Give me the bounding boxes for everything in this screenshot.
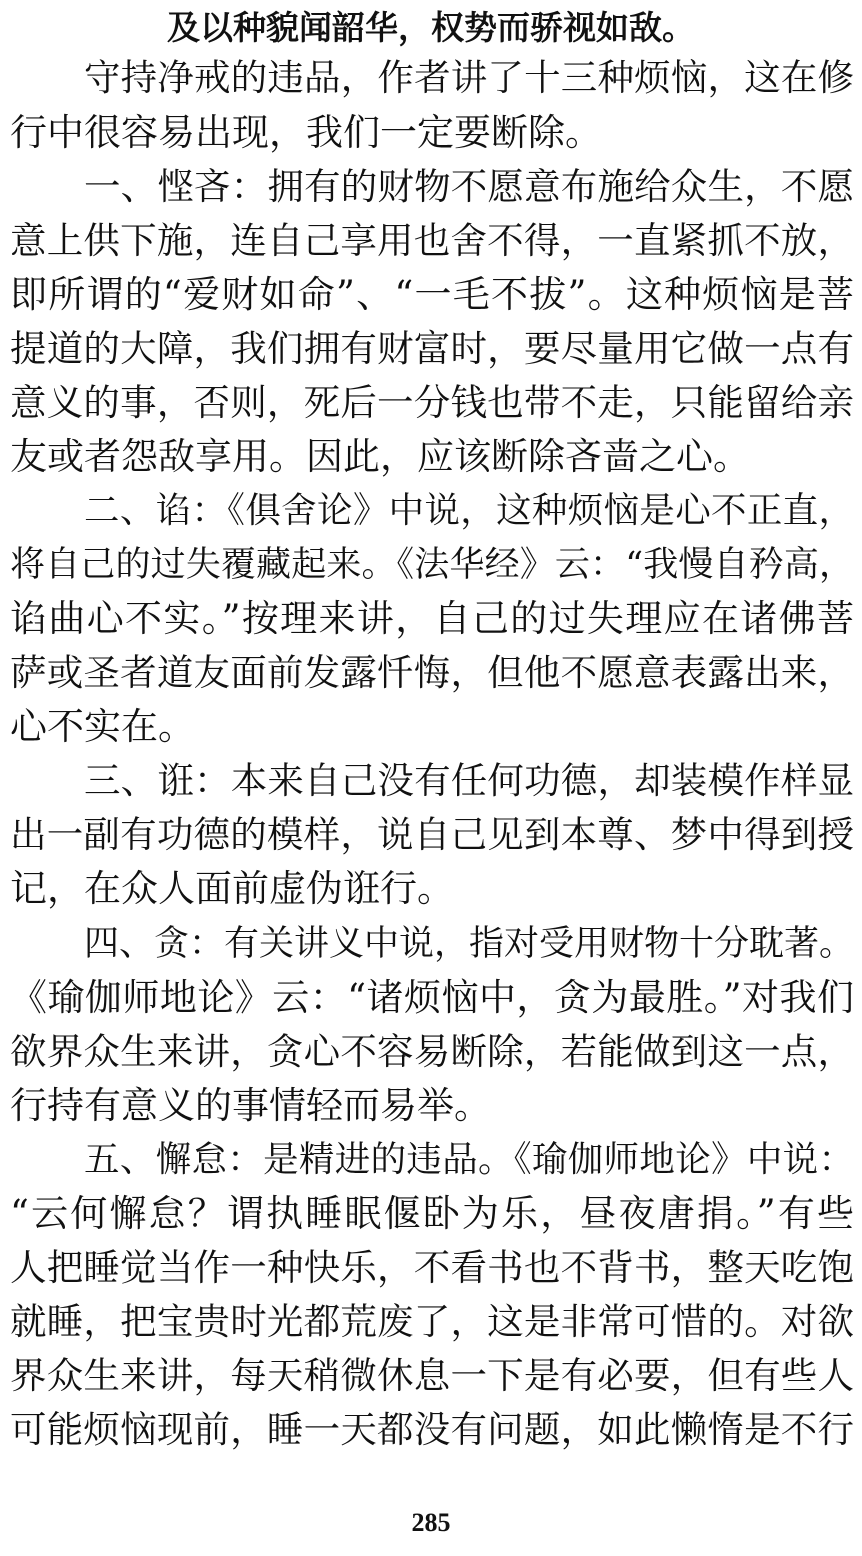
paragraph-line: 人把睡觉当作一种快乐，不看书也不背书，整天吃饱 — [10, 1246, 854, 1289]
paragraph-line: 四、贪：有关讲义中说，指对受用财物十分耽著。 — [84, 924, 855, 964]
paragraph-line: 二、谄：《俱舍论》中说，这种烦恼是心不正直， — [84, 490, 854, 531]
paragraph-line: 三、诳：本来自己没有任何功德，却装模作样显 — [84, 759, 854, 802]
paragraph-line: 界众生来讲，每天稍微休息一下是有必要，但有些人 — [10, 1354, 854, 1397]
paragraph-line: 意上供下施，连自己享用也舍不得，一直紧抓不放， — [10, 219, 854, 262]
paragraph-line: 一、悭吝：拥有的财物不愿意布施给众生，不愿 — [84, 165, 854, 208]
paragraph-line: 《瑜伽师地论》云：“诸烦恼中，贪为最胜。”对我们 — [10, 976, 854, 1019]
paragraph-line: 出一副有功德的模样，说自己见到本尊、梦中得到授 — [10, 813, 854, 856]
page-number: 285 — [411, 1508, 451, 1537]
paragraph-line: 提道的大障，我们拥有财富时，要尽量用它做一点有 — [10, 327, 854, 370]
paragraph-line: 心不实在。 — [10, 705, 195, 748]
verse-line: 及以种貌闻韶华，权势而骄视如敌。 — [167, 8, 695, 47]
paragraph-line: 行中很容易出现，我们一定要断除。 — [10, 111, 602, 154]
paragraph-line: 意义的事，否则，死后一分钱也带不走，只能留给亲 — [10, 381, 854, 424]
paragraph-line: 守持净戒的违品，作者讲了十三种烦恼，这在修 — [84, 56, 854, 99]
paragraph-line: 五、懈怠：是精进的违品。《瑜伽师地论》中说： — [84, 1139, 854, 1180]
paragraph-line: 谄曲心不实。”按理来讲，自己的过失理应在诸佛菩 — [10, 597, 854, 640]
paragraph-line: 欲界众生来讲，贪心不容易断除，若能做到这一点， — [10, 1030, 854, 1073]
paragraph-line: 友或者怨敌享用。因此，应该断除吝啬之心。 — [10, 435, 750, 478]
paragraph-line: 可能烦恼现前，睡一天都没有问题，如此懒惰是不行 — [10, 1408, 854, 1451]
paragraph-line: 记，在众人面前虚伪诳行。 — [10, 867, 454, 910]
paragraph-line: 行持有意义的事情轻而易举。 — [10, 1084, 491, 1127]
paragraph-line: 将自己的过失覆藏起来。《法华经》云：“我慢自矜高， — [10, 545, 854, 585]
paragraph-line: 就睡，把宝贵时光都荒废了，这是非常可惜的。对欲 — [10, 1300, 854, 1343]
paragraph-line: “云何懈怠？谓执睡眠偃卧为乐，昼夜唐捐。”有些 — [10, 1192, 854, 1235]
paragraph-line: 即所谓的“爱财如命”、“一毛不拔”。这种烦恼是菩 — [10, 273, 854, 316]
paragraph-line: 萨或圣者道友面前发露忏悔，但他不愿意表露出来， — [10, 651, 854, 694]
